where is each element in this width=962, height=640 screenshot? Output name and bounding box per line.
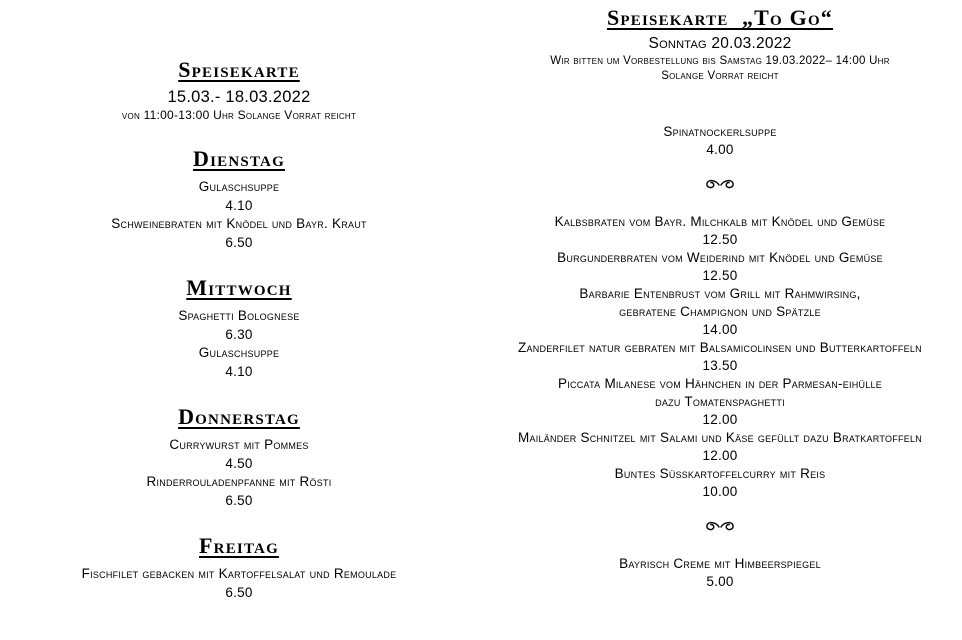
item-name: Fischfilet gebacken mit Kartoffelsalat und Remoulade <box>81 566 397 581</box>
item-name: Barbarie Entenbrust vom Grill mit Rahmwirsing, <box>579 286 861 301</box>
item-name: Spinatnockerlsuppe <box>663 124 777 139</box>
fleuron-divider-icon <box>478 519 962 534</box>
item-price: 4.10 <box>225 363 253 379</box>
weekly-menu-note: von 11:00-13:00 Uhr Solange Vorrat reicht <box>121 108 357 122</box>
item-name: Bayrisch Creme mit Himbeerspiegel <box>619 556 821 571</box>
item-price: 12.50 <box>702 268 738 283</box>
item-price: 4.50 <box>225 455 253 471</box>
togo-mains-section <box>478 213 962 501</box>
togo-menu-column <box>478 0 962 640</box>
item-price: 4.10 <box>225 197 253 213</box>
day-section-dienstag <box>0 146 478 252</box>
fleuron-divider-icon <box>478 177 962 192</box>
togo-menu-title: Speisekarte „To Go“ <box>606 5 834 30</box>
item-price: 4.00 <box>706 142 734 157</box>
item-name: Piccata Milanese vom Hähnchen in der Parmesan-eihülle <box>558 376 882 391</box>
item-name: Gulaschsuppe <box>198 345 280 360</box>
day-section-donnerstag <box>0 404 478 510</box>
day-section-freitag <box>0 533 478 602</box>
item-price: 13.50 <box>702 358 738 373</box>
item-name-continued: gebratene Champignon und Spätzle <box>619 304 821 319</box>
weekly-menu-date-range: 15.03.- 18.03.2022 <box>167 88 311 106</box>
item-name: Gulaschsuppe <box>198 179 280 194</box>
item-name: Rinderrouladenpfanne mit Rösti <box>146 474 332 489</box>
item-name: Zanderfilet natur gebraten mit Balsamicolinsen und Butterkartoffeln <box>518 340 922 355</box>
item-price: 6.50 <box>225 234 253 250</box>
item-price: 6.30 <box>225 326 253 342</box>
day-heading: Donnerstag <box>178 404 300 429</box>
togo-dessert-section <box>478 555 962 591</box>
day-heading: Freitag <box>199 533 279 558</box>
item-price: 12.00 <box>702 412 738 427</box>
day-heading: Dienstag <box>193 146 285 171</box>
day-section-mittwoch <box>0 275 478 381</box>
item-name: Burgunderbraten vom Weiderind mit Knödel und Gemüse <box>557 250 883 265</box>
item-price: 14.00 <box>702 322 738 337</box>
item-name: Schweinebraten mit Knödel und Bayr. Kraut <box>111 216 367 231</box>
item-price: 5.00 <box>706 574 734 589</box>
togo-menu-date: Sonntag 20.03.2022 <box>648 35 792 52</box>
weekly-menu-column <box>0 0 478 640</box>
item-name-continued: dazu Tomatenspaghetti <box>655 394 785 409</box>
weekly-menu-title: Speisekarte <box>178 57 300 82</box>
item-name: Buntes Süßkartoffelcurry mit Reis <box>614 466 826 481</box>
togo-soup-section <box>478 123 962 159</box>
item-price: 6.50 <box>225 584 253 600</box>
item-price: 10.00 <box>702 484 738 499</box>
togo-preorder-note: Wir bitten um Vorbestellung bis Samstag 19.03.2022– 14:00 Uhr <box>550 55 890 67</box>
item-name: Mailänder Schnitzel mit Salami und Käse gefüllt dazu Bratkartoffeln <box>518 430 922 445</box>
item-price: 12.00 <box>702 448 738 463</box>
day-heading: Mittwoch <box>186 275 292 300</box>
item-name: Kalbsbraten vom Bayr. Milchkalb mit Knödel und Gemüse <box>554 214 886 229</box>
item-name: Currywurst mit Pommes <box>169 437 309 452</box>
item-price: 6.50 <box>225 492 253 508</box>
item-price: 12.50 <box>702 232 738 247</box>
item-name: Spaghetti Bolognese <box>178 308 300 323</box>
togo-availability-note: Solange Vorrat reicht <box>661 69 779 82</box>
